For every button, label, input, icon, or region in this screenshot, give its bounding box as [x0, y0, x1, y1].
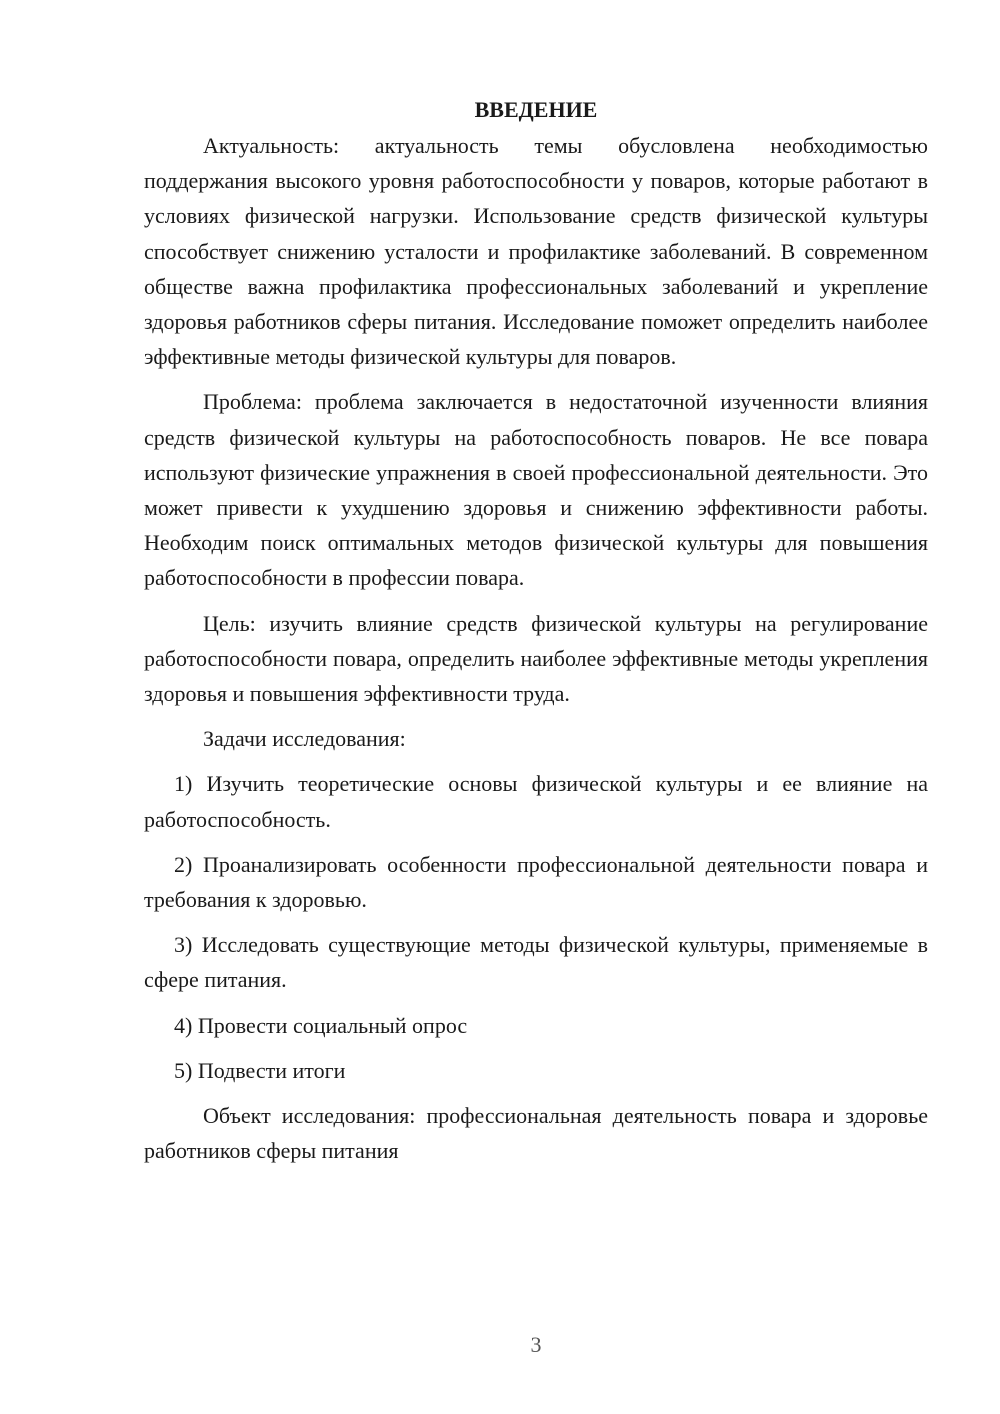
page-number: 3 — [530, 1332, 542, 1357]
page-content — [144, 92, 928, 1178]
paragraph-goal: Цель: изучить влияние средств физической культуры на регулирование работоспособности повара, определить наиболее эффективные методы укрепления здоровья и повышения эффективности труда. — [144, 610, 928, 707]
paragraph-object: Объект исследования: профессиональная деятельность повара и здоровье работников сферы питания — [144, 1103, 928, 1164]
task-item-5: 5) Подвести итоги — [174, 1057, 346, 1083]
tasks-heading: Задачи исследования: — [203, 726, 406, 752]
task-item-1: 1) Изучить теоретические основы физической культуры и ее влияние на работоспособность. — [144, 771, 928, 832]
paragraph-problem: Проблема: проблема заключается в недостаточной изученности влияния средств физической культуры на работоспособность поваров. Не все повара используют физические упражнения в своей профессиональной деятельности. Это может привести к ухудшению здоровья и снижению эффективности работы. Необходим поиск оптимальных методов физической культуры для повышения работоспособности в профессии повара. — [144, 389, 928, 591]
paragraph-relevance: Актуальность: актуальность темы обусловлена необходимостью поддержания высокого уровня работоспособности у поваров, которые работают в условиях физической нагрузки. Использование средств физической культуры способствует снижению усталости и профилактике заболеваний. В современном обществе важна профилактика профессиональных заболеваний и укрепление здоровья работников сферы питания. Исследование поможет определить наиболее эффективные методы физической культуры для поваров. — [144, 133, 928, 370]
task-item-4: 4) Провести социальный опрос — [174, 1012, 468, 1038]
task-item-3: 3) Исследовать существующие методы физической культуры, применяемые в сфере питания. — [144, 932, 928, 993]
task-item-2: 2) Проанализировать особенности профессиональной деятельности повара и требования к здоровью. — [144, 851, 928, 913]
section-title: ВВЕДЕНИЕ — [474, 97, 598, 122]
